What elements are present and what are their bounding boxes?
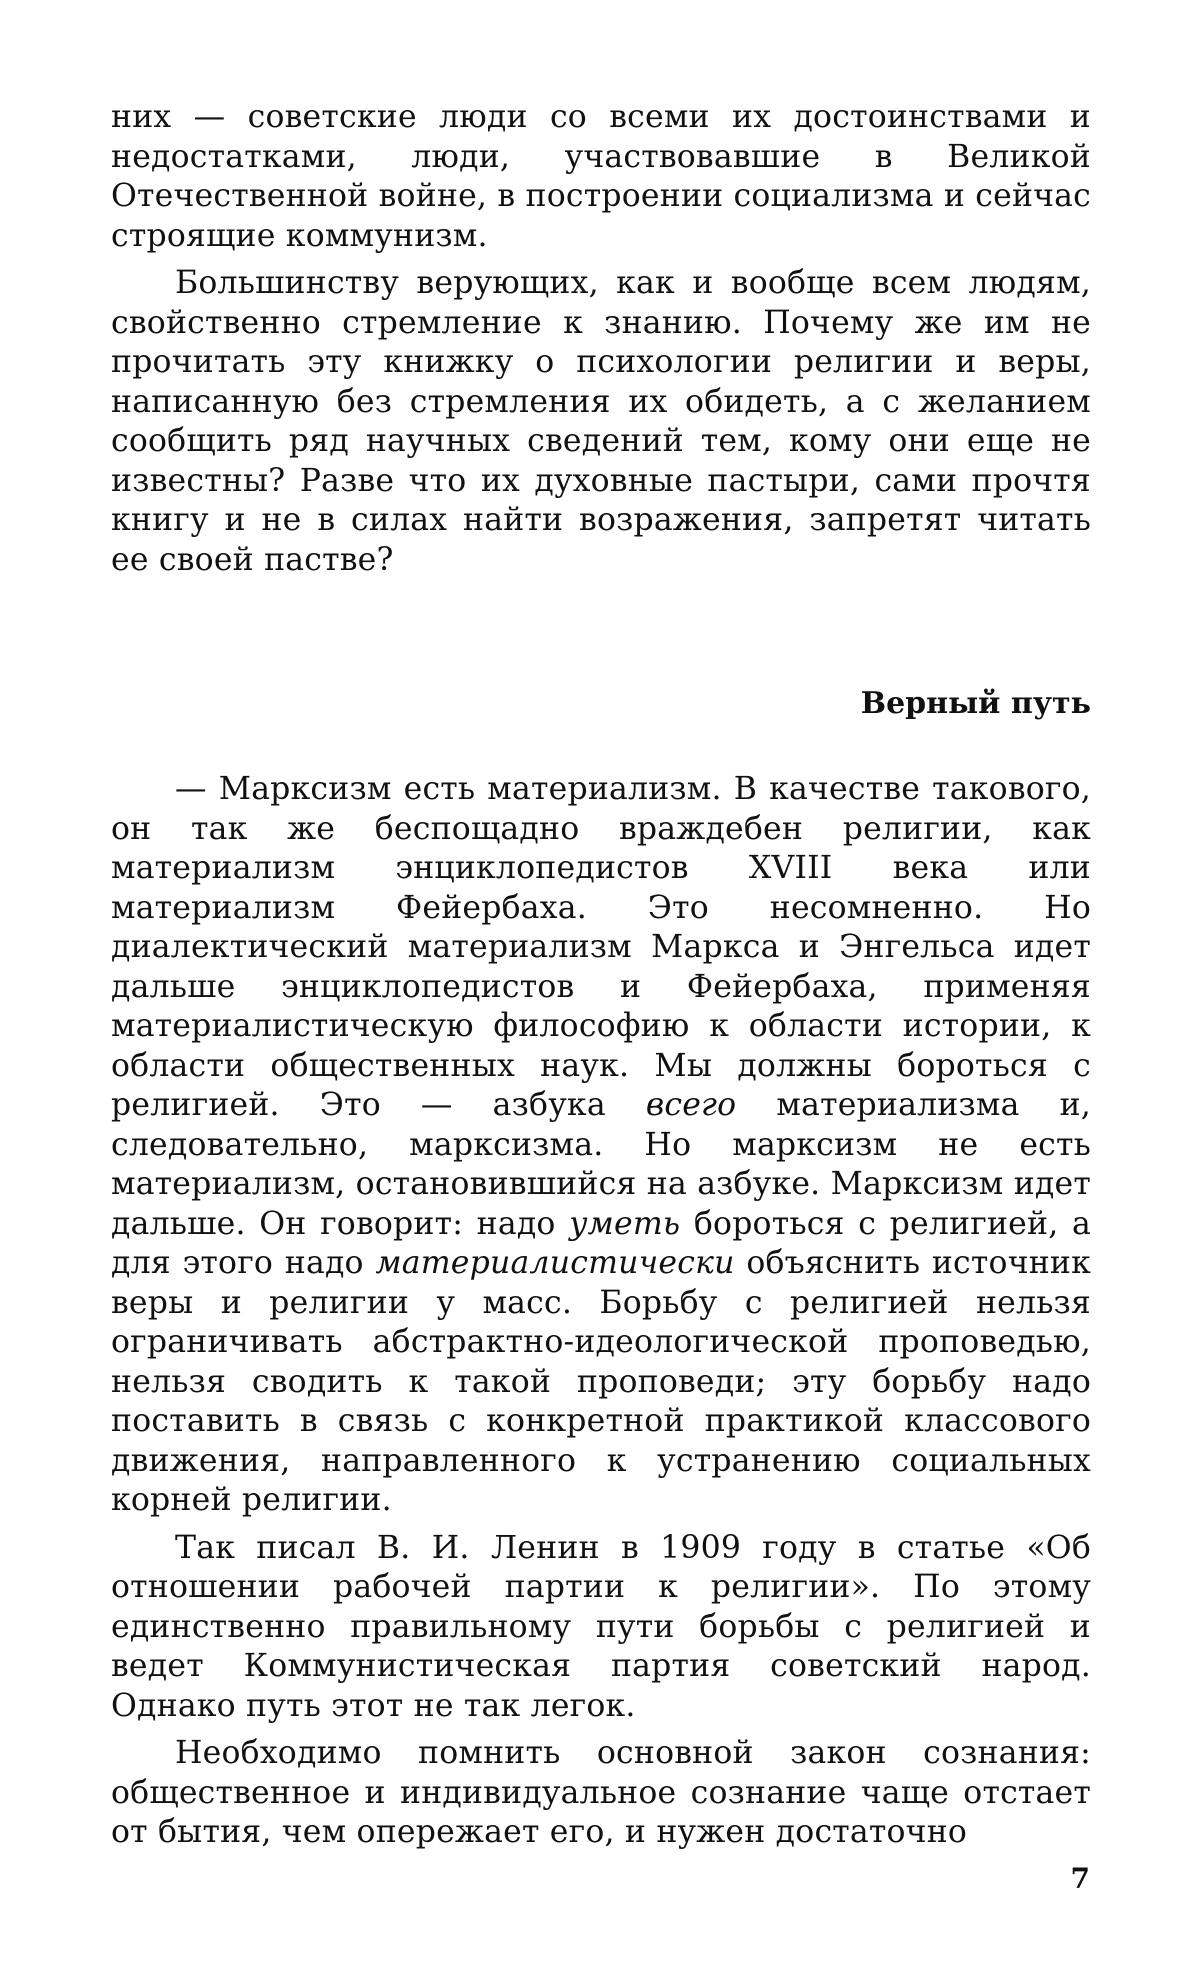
section-body (111, 770, 1091, 1853)
paragraph-lenin-quote (111, 770, 1091, 1521)
paragraph-law-of-consciousness: Необходимо помнить основной закон сознания: общественное и индивидуальное сознание чаще отстает от бытия, чем опережает его, и нужен достаточно (111, 1735, 1091, 1850)
section-title: Верный путь (860, 686, 1091, 721)
paragraph-continuation: них — советские люди со всеми их достоинствами и недостатками, люди, участвовавшие в Великой Отечественной войне, в построении социализма и сейчас строящие коммунизм. (111, 99, 1091, 254)
quote-text: объяснить источник веры и религии у масс. Борьбу с религией нельзя ограничивать абстрактно-идеологической проповедью, нельзя сводить к такой проповеди; эту борьбу надо поставить в связь с конкретной практикой классового движения, направленного к устранению социальных корней религии. (111, 1245, 1091, 1518)
paragraph-lenin-source: Так писал В. И. Ленин в 1909 году в статье «Об отношении рабочей партии к религии». По этому единственно правильному пути борьбы с религией и ведет Коммунистическая партия советский народ. Однако путь этот не так легок. (111, 1529, 1091, 1724)
quote-italic-text: всего (645, 1087, 737, 1123)
page-number: 7 (1070, 1862, 1090, 1895)
quote-italic-text: уметь (569, 1205, 681, 1242)
paragraph-believers: Большинству верующих, как и вообще всем людям, свойственно стремление к знанию. Почему же им не прочитать эту книжку о психологии религии и веры, написанную без стремления их обидеть, а с желанием сообщить ряд научных сведений тем, кому они еще не известны? Разве что их духовные пастыри, сами прочтя книгу и не в силах найти возражения, запретят читать ее своей пастве? (111, 265, 1091, 578)
quote-text: — Марксизм есть материализм. В качестве такового, он так же беспощадно враждебен религии, как материализм энциклопедистов XVIII века или материализм Фейербаха. Это несомненно. Но диалектический материализм Маркса и Энгельса идет дальше энциклопедистов и Фейербаха, применяя материалистическую философию к области истории, к области общественных наук. Мы должны бороться с религией. Это — азбука (111, 771, 1091, 1123)
quote-text: бороться с религией, а для этого надо (111, 1205, 1091, 1281)
quote-italic-text: материалистически (375, 1245, 735, 1281)
quote-text: материализма и, следовательно, марксизма. Но марксизм не есть материализм, остановившийся на азбуке. Марксизм идет дальше. Он говорит: надо (111, 1087, 1092, 1242)
book-page (111, 98, 1091, 1853)
